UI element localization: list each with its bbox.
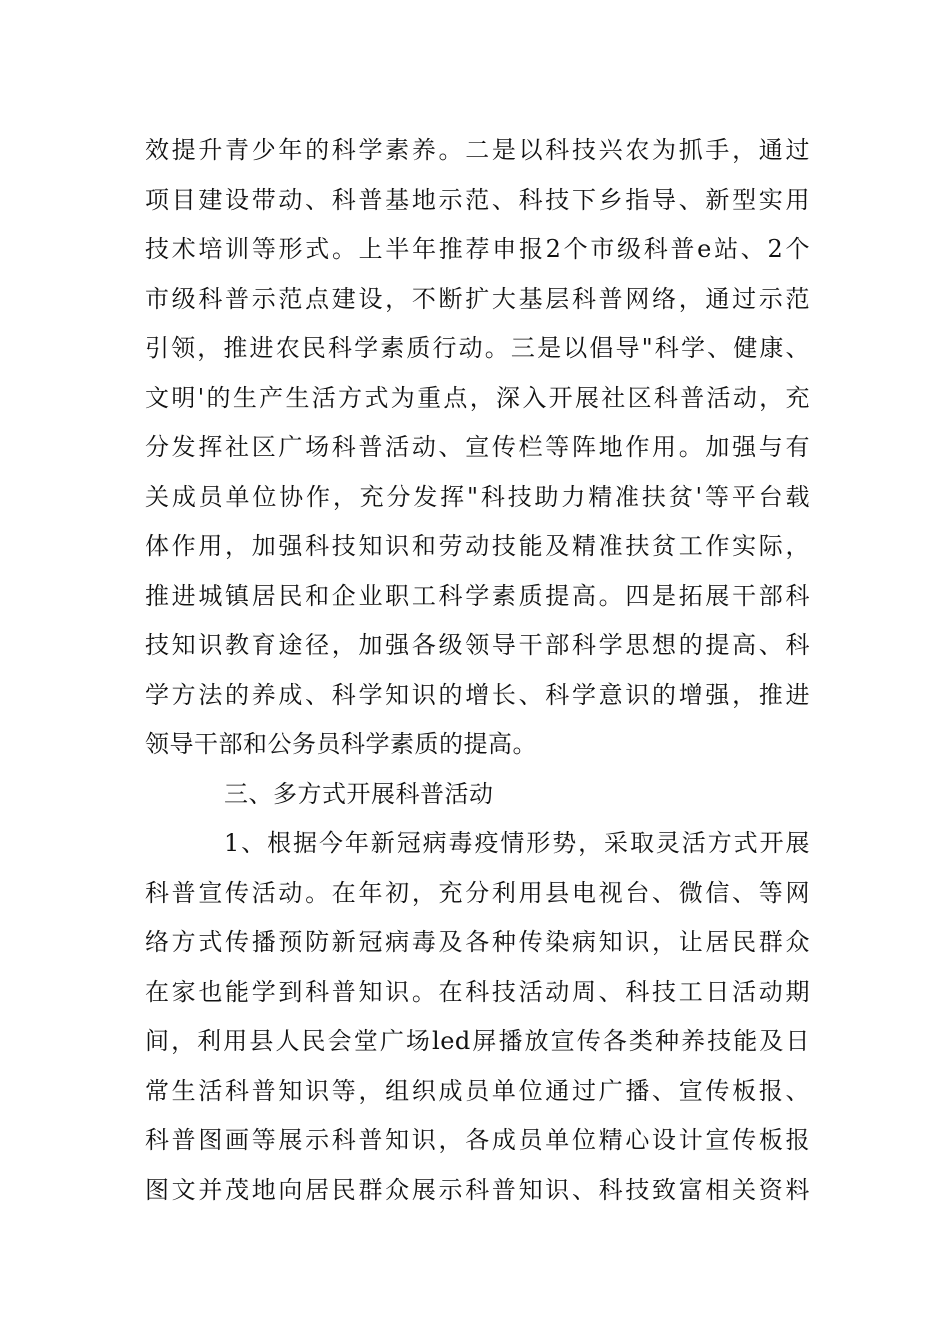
paragraph-line: 技术培训等形式。上半年推荐申报2个市级科普e站、2个 xyxy=(145,235,810,263)
paragraph-line: 常生活科普知识等，组织成员单位通过广播、宣传板报、 xyxy=(145,1076,810,1105)
paragraph-line: 科普图画等展示科普知识，各成员单位精心设计宣传板报 xyxy=(145,1126,810,1154)
paragraph-line: 学方法的养成、科学知识的增长、科学意识的增强，推进 xyxy=(145,680,810,709)
paragraph-line: 效提升青少年的科学素养。二是以科技兴农为抓手，通过 xyxy=(145,136,810,164)
body-text xyxy=(145,126,810,1215)
paragraph-line: 图文并茂地向居民群众展示科普知识、科技致富相关资料 xyxy=(145,1175,810,1204)
paragraph-line: 体作用，加强科技知识和劳动技能及精准扶贫工作实际， xyxy=(145,532,810,560)
paragraph-line: 推进城镇居民和企业职工科学素质提高。四是拓展干部科 xyxy=(145,581,810,610)
paragraph-line: 市级科普示范点建设，不断扩大基层科普网络，通过示范 xyxy=(145,284,810,313)
section-heading: 三、多方式开展科普活动 xyxy=(224,779,494,808)
paragraph-line: 1、根据今年新冠病毒疫情形势，采取灵活方式开展 xyxy=(224,829,810,857)
paragraph-line: 文明'的生产生活方式为重点，深入开展社区科普活动，充 xyxy=(145,383,810,412)
paragraph-line: 科普宣传活动。在年初，充分利用县电视台、微信、等网 xyxy=(145,878,810,907)
paragraph-line: 引领，推进农民科学素质行动。三是以倡导"科学、健康、 xyxy=(145,334,810,362)
paragraph-line: 关成员单位协作，充分发挥"科技助力精准扶贫'等平台载 xyxy=(145,482,810,511)
paragraph-line: 技知识教育途径，加强各级领导干部科学思想的提高、科 xyxy=(145,631,810,659)
paragraph-line: 络方式传播预防新冠病毒及各种传染病知识，让居民群众 xyxy=(145,928,810,956)
paragraph-line: 分发挥社区广场科普活动、宣传栏等阵地作用。加强与有 xyxy=(145,433,810,461)
paragraph-line: 项目建设带动、科普基地示范、科技下乡指导、新型实用 xyxy=(145,185,810,214)
paragraph-line: 在家也能学到科普知识。在科技活动周、科技工日活动期 xyxy=(145,977,810,1006)
paragraph-line: 领导干部和公务员科学素质的提高。 xyxy=(145,730,537,758)
paragraph-line: 间，利用县人民会堂广场led屏播放宣传各类种养技能及日 xyxy=(145,1027,810,1055)
